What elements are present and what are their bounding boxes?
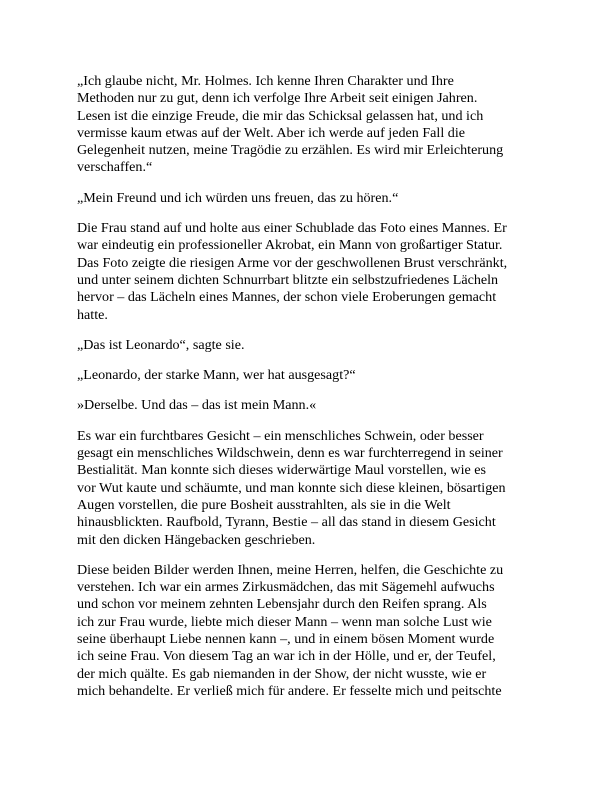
paragraph-5 (77, 367, 539, 384)
text-line: hervor – das Lächeln eines Mannes, der schon viele Eroberungen gemacht (77, 289, 497, 306)
text-line: vor Wut kaute und schäumte, und man konnte sich diese kleinen, bösartigen (77, 479, 506, 496)
paragraph-1 (77, 73, 539, 177)
text-line: vermisse kaum etwas auf der Welt. Aber ich werde auf jeden Fall die (77, 124, 466, 141)
text-line: hinausblickten. Raufbold, Tyrann, Bestie – all das stand in diesem Gesicht (77, 514, 496, 531)
text-line: Das Foto zeigte die riesigen Arme vor der geschwollenen Brust verschränkt, (77, 254, 508, 271)
text-line: hatte. (77, 306, 108, 323)
text-line: und unter seinem dichten Schnurrbart blitzte ein selbstzufriedenes Lächeln (77, 271, 499, 288)
text-line: Methoden nur zu gut, denn ich verfolge Ihre Arbeit seit einigen Jahren. (77, 90, 478, 107)
text-line: »Derselbe. Und das – das ist mein Mann.« (77, 397, 317, 414)
text-line: verstehen. Ich war ein armes Zirkusmädchen, das mit Sägemehl aufwuchs (77, 579, 495, 596)
document-page (77, 73, 539, 713)
text-line: mich behandelte. Er verließ mich für andere. Er fesselte mich und peitschte (77, 682, 502, 699)
text-line: „Leonardo, der starke Mann, wer hat ausgesagt?“ (77, 367, 356, 384)
text-line: Die Frau stand auf und holte aus einer Schublade das Foto eines Mannes. Er (77, 220, 507, 237)
paragraph-8 (77, 562, 539, 700)
text-line: der mich quälte. Es gab niemanden in der Show, der nicht wusste, wie er (77, 665, 487, 682)
text-line: Lesen ist die einzige Freude, die mir das Schicksal gelassen hat, und ich (77, 107, 484, 124)
text-line: ich seine Frau. Von diesem Tag an war ich in der Hölle, und er, der Teufel, (77, 648, 496, 665)
text-line: „Mein Freund und ich würden uns freuen, das zu hören.“ (77, 189, 399, 206)
text-line: verschaffen.“ (77, 159, 153, 176)
text-line: war eindeutig ein professioneller Akrobat, ein Mann von großartiger Statur. (77, 237, 503, 254)
text-line: Bestialität. Man konnte sich dieses widerwärtige Maul vorstellen, wie es (77, 462, 487, 479)
paragraph-4 (77, 337, 539, 354)
paragraph-3 (77, 220, 539, 324)
text-line: und schon vor meinem zehnten Lebensjahr durch den Reifen sprang. Als (77, 596, 487, 613)
text-line: gesagt ein menschliches Wildschwein, denn es war furchterregend in seiner (77, 445, 503, 462)
text-line: ich zur Frau wurde, liebte mich dieser Mann – wenn man solche Lust wie (77, 613, 492, 630)
text-line: „Das ist Leonardo“, sagte sie. (77, 336, 245, 353)
text-line: seine überhaupt Liebe nennen kann –, und in einem bösen Moment wurde (77, 631, 495, 648)
text-line: Gelegenheit nutzen, meine Tragödie zu erzählen. Es wird mir Erleichterung (77, 142, 504, 159)
text-line: mit den dicken Hängebacken geschrieben. (77, 531, 316, 548)
paragraph-7 (77, 428, 539, 549)
text-line: Es war ein furchtbares Gesicht – ein menschliches Schwein, oder besser (77, 427, 484, 444)
text-line: „Ich glaube nicht, Mr. Holmes. Ich kenne Ihren Charakter und Ihre (77, 73, 454, 89)
text-line: Diese beiden Bilder werden Ihnen, meine Herren, helfen, die Geschichte zu (77, 561, 504, 578)
paragraph-6 (77, 397, 539, 414)
text-line: Augen vorstellen, die pure Bosheit ausstrahlten, als sie in die Welt (77, 496, 451, 513)
paragraph-2 (77, 190, 539, 207)
